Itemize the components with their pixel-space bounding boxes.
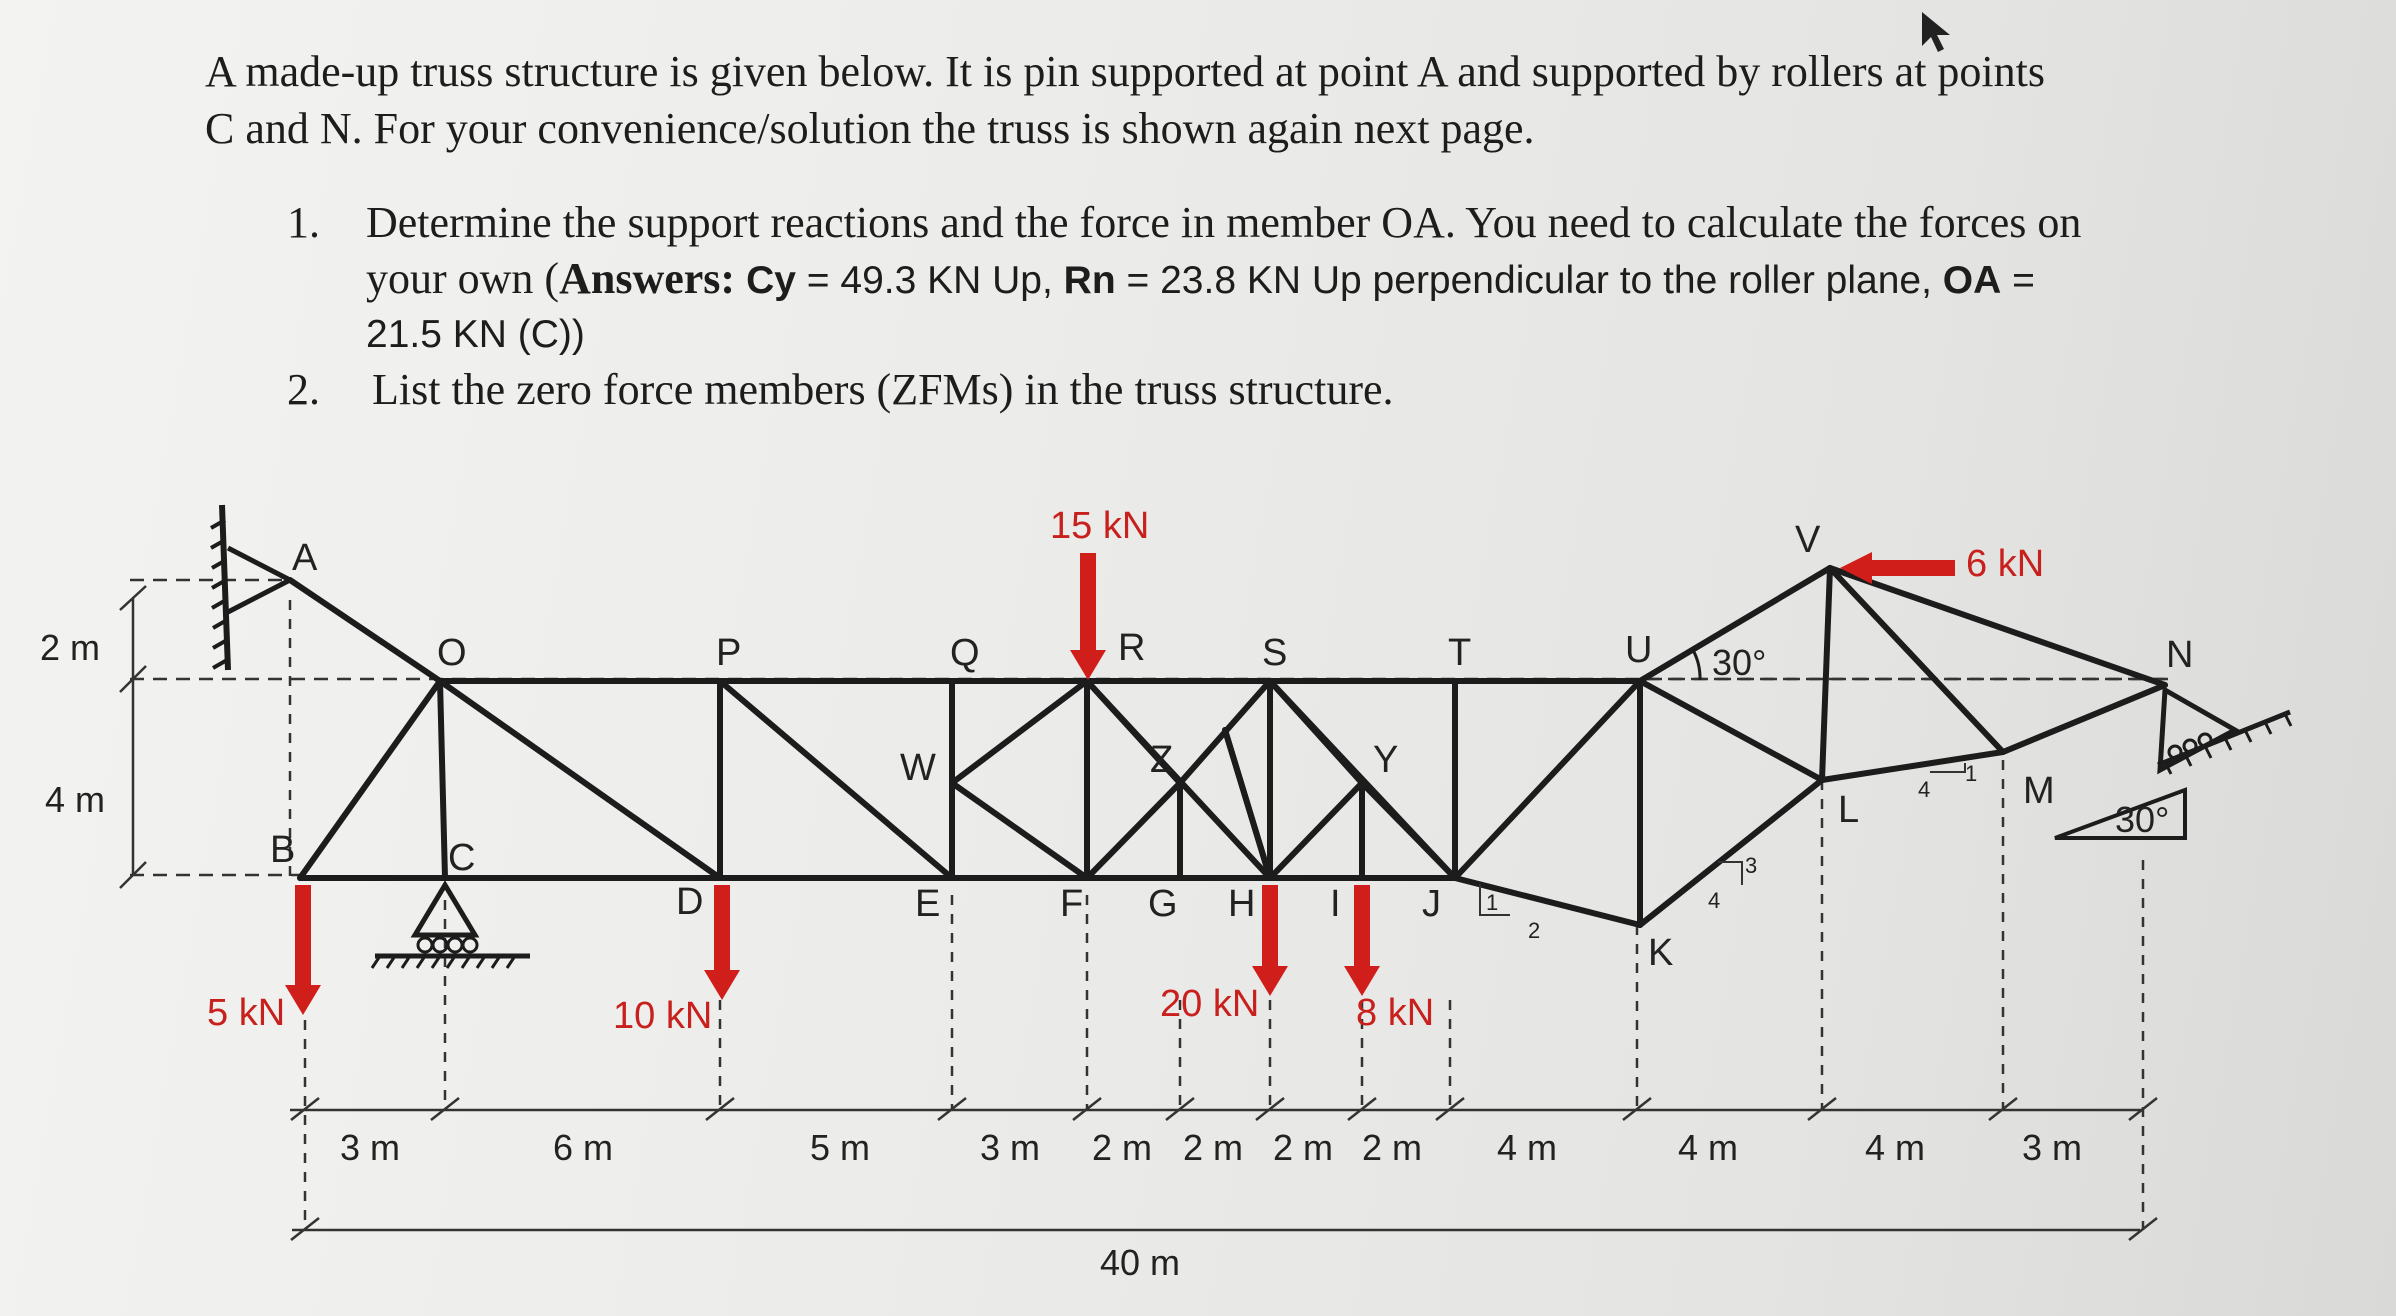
rn-value: = 23.8 KN Up perpendicular to the roller plane, (1115, 259, 1943, 302)
slope-k-4: 4 (1708, 888, 1721, 913)
span-label-8: 2 m (1362, 1127, 1423, 1168)
load-head-5kn (285, 985, 321, 1015)
angle-label-u: 30° (1712, 642, 1767, 683)
cy-value: = 49.3 KN Up, (795, 259, 1064, 302)
angle-label-n: 30° (2115, 799, 2170, 840)
joint-label-z: Z (1150, 739, 1174, 781)
joint-label-g: G (1148, 883, 1178, 925)
joint-label-d: D (676, 881, 704, 923)
height-label-2m: 2 m (40, 627, 101, 668)
joint-label-o: O (437, 632, 467, 674)
joint-label-i: I (1330, 883, 1341, 925)
oa-value: = (2001, 259, 2035, 302)
load-label-6kn: 6 kN (1966, 543, 2045, 585)
span-label-2: 6 m (553, 1127, 614, 1168)
slope-triangles (1480, 763, 1965, 915)
span-label-3: 5 m (810, 1127, 871, 1168)
joint-label-t: T (1448, 632, 1472, 674)
span-label-5: 2 m (1092, 1127, 1153, 1168)
joint-label-y: Y (1373, 739, 1399, 781)
span-label-6: 2 m (1183, 1127, 1244, 1168)
pin-support-a (211, 505, 290, 670)
answers-label: Answers: (559, 254, 736, 303)
span-label-9: 4 m (1497, 1127, 1558, 1168)
joint-label-j: J (1422, 883, 1441, 925)
joint-label-r: R (1118, 627, 1146, 669)
joint-label-p: P (716, 632, 742, 674)
joint-label-m: M (2023, 770, 2055, 812)
question-2-line-1: List the zero force members (ZFMs) in the truss structure. (372, 365, 1394, 414)
joint-label-c: C (448, 837, 476, 879)
span-dimension-line (290, 1098, 2157, 1240)
question-1-line-1: Determine the support reactions and the force in member OA. You need to calculate the forces on (366, 198, 2082, 247)
question-2-number: 2. (287, 365, 320, 414)
joint-label-a: A (292, 537, 318, 579)
slope-k-3: 3 (1745, 853, 1758, 878)
span-label-11: 4 m (1865, 1127, 1926, 1168)
height-dimension-lines (120, 586, 146, 888)
joint-label-w: W (900, 747, 936, 789)
question-1-line-3: 21.5 KN (C)) (366, 313, 585, 356)
joint-label-e: E (915, 883, 941, 925)
joint-label-v: V (1795, 519, 1821, 561)
slope-j-1: 1 (1486, 890, 1499, 915)
load-head-15kn (1070, 650, 1106, 680)
load-label-20kn: 20 kN (1160, 983, 1260, 1025)
joint-label-l: L (1838, 789, 1860, 831)
roller-support-n (2055, 690, 2291, 838)
cy-label: Cy (746, 259, 796, 302)
slope-m-4: 4 (1918, 777, 1931, 802)
joint-label-b: B (270, 829, 296, 871)
intro-line-1: A made-up truss structure is given below. It is pin supported at point A and supported by rollers at points (205, 47, 2046, 96)
load-arrows (285, 552, 1955, 1015)
load-label-5kn: 5 kN (207, 992, 286, 1034)
question-1-number: 1. (287, 198, 320, 247)
joint-label-k: K (1648, 932, 1674, 974)
height-label-4m: 4 m (45, 779, 106, 820)
slope-m-1: 1 (1965, 761, 1978, 786)
rn-label: Rn (1063, 259, 1116, 302)
q1-pre: your own ( (366, 254, 560, 303)
oa-label: OA (1942, 259, 2002, 302)
joint-label-n: N (2166, 634, 2194, 676)
dashed-reference-lines (130, 580, 2170, 875)
roller-support-c (372, 885, 530, 968)
span-label-7: 2 m (1273, 1127, 1334, 1168)
joint-label-s: S (1262, 632, 1288, 674)
joint-label-h: H (1228, 883, 1256, 925)
joint-label-q: Q (950, 632, 980, 674)
total-span-label: 40 m (1100, 1242, 1181, 1283)
joint-label-u: U (1625, 629, 1653, 671)
load-label-15kn: 15 kN (1050, 505, 1150, 547)
angle-arc-u (1693, 650, 1700, 680)
joint-label-f: F (1060, 883, 1084, 925)
span-label-1: 3 m (340, 1127, 401, 1168)
mouse-cursor-icon (1922, 12, 1950, 52)
span-label-4: 3 m (980, 1127, 1041, 1168)
span-label-10: 4 m (1678, 1127, 1739, 1168)
intro-line-2: C and N. For your convenience/solution the truss is shown again next page. (205, 104, 1535, 153)
span-label-12: 3 m (2022, 1127, 2083, 1168)
load-label-8kn: 8 kN (1356, 992, 1435, 1034)
load-label-10kn: 10 kN (613, 995, 713, 1037)
slope-j-2: 2 (1528, 918, 1541, 943)
